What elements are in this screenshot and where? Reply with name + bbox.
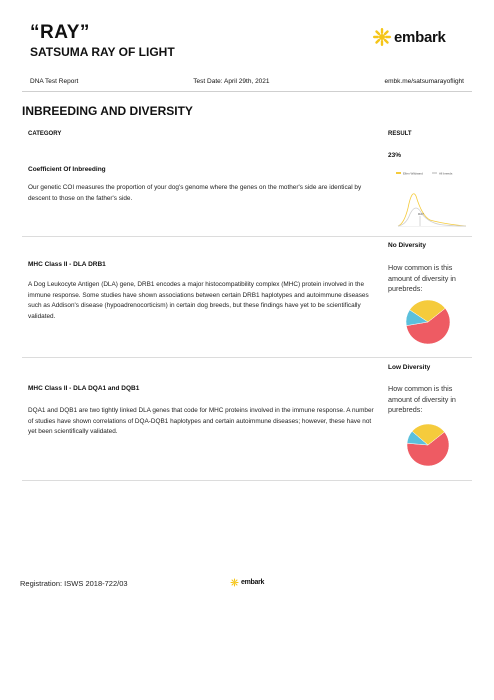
header-divider (22, 91, 472, 92)
registration-number: Registration: ISWS 2018-722/03 (20, 579, 128, 588)
dqa1-common-label: How common is this amount of diversity in purebreds: (388, 384, 456, 414)
row-divider-1 (22, 236, 472, 237)
report-url[interactable]: embk.me/satsumarayoflight (384, 78, 464, 85)
report-meta (30, 78, 464, 85)
drb1-pie-chart (398, 296, 454, 348)
report-type: DNA Test Report (30, 78, 79, 85)
dqa1-result: Low Diversity (388, 364, 431, 371)
dqa1-pie-chart (398, 420, 454, 470)
dog-marker-label: RAY (418, 212, 424, 216)
drb1-title: MHC Class II - DLA DRB1 (28, 261, 106, 268)
dqa1-title: MHC Class II - DLA DQA1 and DQB1 (28, 385, 140, 392)
dog-registered-name: SATSUMA RAY OF LIGHT (30, 45, 175, 59)
embark-logo-icon (372, 27, 392, 47)
footer-logo-icon (230, 578, 239, 587)
legend-swatch-all (432, 172, 437, 174)
breed-distribution-curve (398, 194, 466, 226)
column-header-category: CATEGORY (28, 131, 62, 137)
all-breeds-distribution-curve (398, 208, 466, 226)
drb1-result: No Diversity (388, 242, 426, 249)
footer-logo-text: embark (241, 579, 265, 586)
row-divider-2 (22, 357, 472, 358)
dog-name: “RAY” (30, 22, 90, 43)
legend-label-breed: Ellen Wildward (403, 171, 423, 176)
embark-logo (372, 26, 446, 48)
legend-swatch-breed (396, 172, 401, 174)
coi-legend (396, 172, 453, 176)
coi-description: Our genetic COI measures the proportion of your dog's genome where the genes on the mother's side are identical by descent to those on the father's side. (28, 184, 362, 202)
column-header-result: RESULT (388, 131, 412, 137)
drb1-common-label: How common is this amount of diversity in purebreds: (388, 263, 456, 293)
coi-title: Coefficient Of Inbreeding (28, 166, 106, 173)
test-date: Test Date: April 29th, 2021 (193, 78, 270, 85)
dqa1-description: DQA1 and DQB1 are two tightly linked DLA genes that code for MHC proteins involved in the immune response. A number of studies have shown correlations of DQA-DQB1 haplotypes and certain autoimmune diseases; however, these have not yet been scientifically validated. (28, 407, 374, 435)
coi-distribution-chart (394, 168, 470, 232)
drb1-description: A Dog Leukocyte Antigen (DLA) gene, DRB1 encodes a major histocompatibility complex (MHC) protein involved in the immune response. Some studies have shown associations between certain DRB1 haplotypes and autoimmune diseases such as Addison's disease (hypoadrenocorticism) in certain dog breeds, but these findings have yet to be scientifically validated. (28, 281, 369, 320)
row-divider-3 (22, 480, 472, 481)
logo-text: embark (394, 28, 446, 46)
legend-label-all: All breeds (439, 171, 453, 176)
footer-embark-logo (230, 578, 264, 587)
coi-result: 23% (388, 152, 402, 159)
section-title: INBREEDING AND DIVERSITY (22, 104, 193, 118)
